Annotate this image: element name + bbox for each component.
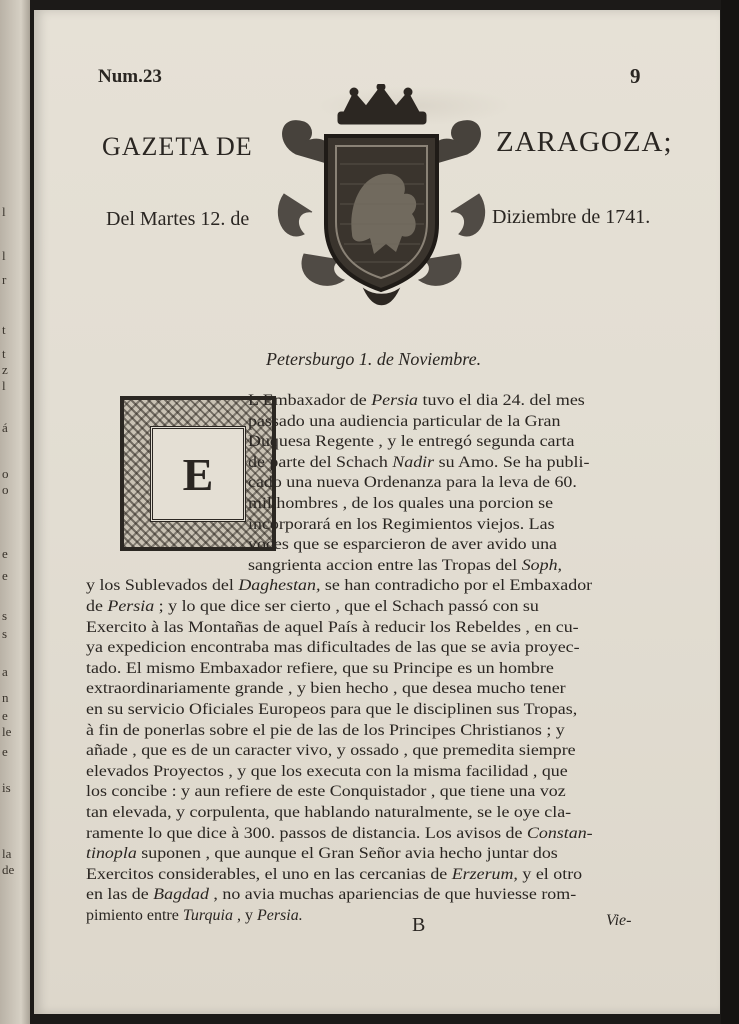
body-line: cado una nueva Ordenanza para la leva de 60. (248, 474, 577, 492)
body-line: tado. El mismo Embaxador refiere, que su Principe es un hombre (86, 659, 554, 677)
left-page-fragment: a (2, 664, 8, 679)
left-page-fragment: e (2, 744, 8, 759)
left-page-fragment: la (2, 846, 12, 861)
body-line: ramente lo que dice à 300. passos de distancia. Los avisos de Constan- (86, 824, 593, 842)
masthead-title-right: ZARAGOZA; (496, 126, 673, 158)
left-page-fragment: o (2, 482, 9, 497)
body-line: tan elevada, y corpulenta, que hablando naturalmente, se le oye cla- (86, 804, 572, 821)
body-line: mil hombres , de los quales una porcion se (248, 495, 554, 512)
coat-of-arms-emblem (274, 84, 489, 310)
left-page-fragment: n (2, 690, 9, 705)
body-line: extraordinariamente grande , y bien hecho , que desea mucho tener (86, 680, 566, 698)
body-line: en su servicio Oficiales Europeos para que le disciplinen sus Tropas, (86, 701, 578, 718)
drop-cap-letter: E (182, 448, 214, 500)
body-line: sangrienta accion entre las Tropas del Soph, (248, 556, 563, 574)
left-page-fragment: t (2, 346, 6, 361)
left-page-fragment: l (2, 248, 6, 263)
body-line: incorporará en los Regimientos viejos. Las (248, 515, 555, 533)
issue-date-right: Diziembre de 1741. (492, 206, 651, 228)
left-page-edge (0, 0, 30, 1024)
body-line: ya expedicion encontraba mas dificultades de las que se avia proyec- (86, 639, 580, 657)
page-number: 9 (630, 64, 641, 88)
body-line: de parte del Schach Nadir su Amo. Se ha publi- (248, 453, 590, 471)
body-line: à fin de ponerlas sobre el pie de las de los Principes Christianos ; y (86, 721, 565, 739)
masthead-title-left: GAZETA DE (102, 132, 253, 161)
left-page-fragment: l (2, 204, 6, 219)
newspaper-page (34, 10, 720, 1014)
body-line: en las de Bagdad , no avia muchas apariencias de que huviesse rom- (86, 886, 577, 904)
left-page-fragment: is (2, 780, 11, 795)
body-line: de Persia ; y lo que dice ser cierto , que el Schach passó con su (86, 598, 539, 615)
issue-number: Num.23 (98, 66, 162, 87)
body-line: los concibe : y aun refiere de este Conquistador , que tiene una voz (86, 783, 566, 801)
left-page-fragment: s (2, 608, 8, 623)
left-page-fragment: l (2, 378, 6, 393)
body-line: añade , que es de un caracter vivo, y ossado , que premedita siempre (86, 742, 576, 760)
body-line: Exercitos considerables, el uno en las cercanias de Erzerum, y el otro (86, 865, 583, 883)
left-page-fragment: z (2, 362, 8, 377)
left-page-fragment: de (2, 862, 15, 877)
left-page-fragment: e (2, 546, 8, 561)
body-line: L Embaxador de Persia tuvo el dia 24. del mes (248, 392, 585, 409)
body-line: Duquesa Regente , y le entregó segunda carta (248, 433, 575, 451)
article-dateline: Petersburgo 1. de Noviembre. (266, 349, 482, 369)
left-page-fragment: r (2, 272, 7, 287)
body-line: elevados Proyectos , y que los executa con la misma facilidad , que (86, 762, 568, 780)
body-line: voces que se esparcieron de aver avido una (248, 536, 557, 554)
catchword: Vie- (606, 912, 632, 929)
left-page-fragment: o (2, 466, 9, 481)
left-page-fragment: le (2, 724, 12, 739)
left-page-fragment: e (2, 708, 8, 723)
left-page-fragment: e (2, 568, 8, 583)
drop-cap-frame (150, 426, 246, 522)
dark-page-margin (721, 0, 739, 1024)
left-page-fragment: á (2, 420, 8, 435)
left-page-fragment: s (2, 626, 8, 641)
body-line: y los Sublevados del Daghestan, se han contradicho por el Embaxador (86, 577, 593, 595)
left-page-fragment: t (2, 322, 6, 337)
issue-date-left: Del Martes 12. de (106, 208, 250, 230)
body-line: Exercito à las Montañas de aquel País à reducir los Rebeldes , en cu- (86, 618, 579, 636)
body-line: pimiento entre Turquia , y Persia. (86, 907, 303, 924)
signature-mark: B (412, 914, 426, 936)
body-line: passado una audiencia particular de la Gran (248, 412, 561, 430)
body-line: tinopla suponen , que aunque el Gran Señor avia hecho juntar dos (86, 845, 558, 863)
